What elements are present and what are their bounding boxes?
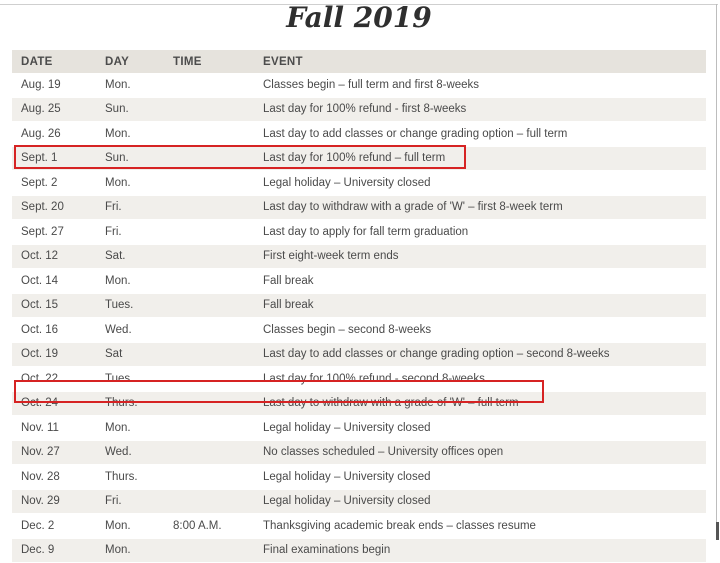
table-row <box>12 342 706 367</box>
table-row <box>12 489 706 514</box>
cell-time <box>164 367 254 392</box>
table-row <box>12 73 706 97</box>
cell-event: Last day to add classes or change grading option – second 8-weeks <box>254 342 706 367</box>
cell-date: Oct. 16 <box>12 318 96 343</box>
cell-time <box>164 416 254 441</box>
cell-day: Thurs. <box>96 465 164 490</box>
cell-day: Fri. <box>96 195 164 220</box>
cell-date: Oct. 22 <box>12 367 96 392</box>
cell-time <box>164 342 254 367</box>
cell-event: Last day to withdraw with a grade of 'W' – full term <box>254 391 706 416</box>
cell-time <box>164 318 254 343</box>
cell-event: Fall break <box>254 293 706 318</box>
cell-day: Wed. <box>96 318 164 343</box>
cell-date: Sept. 2 <box>12 171 96 196</box>
cell-day: Fri. <box>96 220 164 245</box>
column-header-time: TIME <box>164 50 254 73</box>
cell-event: Last day to apply for fall term graduation <box>254 220 706 245</box>
academic-calendar-table <box>12 50 706 563</box>
column-header-day: DAY <box>96 50 164 73</box>
table-row <box>12 244 706 269</box>
cell-event: Last day for 100% refund - first 8-weeks <box>254 97 706 122</box>
table-row <box>12 465 706 490</box>
cell-event: Fall break <box>254 269 706 294</box>
cell-date: Dec. 9 <box>12 538 96 563</box>
cell-date: Nov. 29 <box>12 489 96 514</box>
cell-date: Oct. 24 <box>12 391 96 416</box>
cell-date: Oct. 19 <box>12 342 96 367</box>
cell-day: Mon. <box>96 416 164 441</box>
cell-time <box>164 391 254 416</box>
cell-date: Dec. 2 <box>12 514 96 539</box>
cell-time <box>164 293 254 318</box>
cell-date: Aug. 19 <box>12 73 96 97</box>
cell-day: Wed. <box>96 440 164 465</box>
table-header-row <box>12 50 706 73</box>
cell-day: Mon. <box>96 171 164 196</box>
cell-event: Legal holiday – University closed <box>254 171 706 196</box>
cell-event: Legal holiday – University closed <box>254 465 706 490</box>
page-title: Fall 2019 <box>286 1 432 34</box>
cell-event: Thanksgiving academic break ends – classes resume <box>254 514 706 539</box>
column-header-date: DATE <box>12 50 96 73</box>
table-row <box>12 195 706 220</box>
cell-time <box>164 269 254 294</box>
cell-event: First eight-week term ends <box>254 244 706 269</box>
cell-event: No classes scheduled – University offices open <box>254 440 706 465</box>
table-row <box>12 538 706 563</box>
cell-event: Legal holiday – University closed <box>254 416 706 441</box>
scrollbar-thumb[interactable] <box>716 522 719 540</box>
cell-day: Tues. <box>96 293 164 318</box>
cell-date: Oct. 12 <box>12 244 96 269</box>
cell-time <box>164 538 254 563</box>
cell-day: Tues. <box>96 367 164 392</box>
table-row <box>12 269 706 294</box>
cell-day: Sat. <box>96 244 164 269</box>
table-row <box>12 391 706 416</box>
table-row <box>12 367 706 392</box>
cell-time <box>164 97 254 122</box>
table-row <box>12 514 706 539</box>
table-row <box>12 318 706 343</box>
cell-time <box>164 244 254 269</box>
table-row <box>12 293 706 318</box>
cell-event: Legal holiday – University closed <box>254 489 706 514</box>
table-row <box>12 122 706 147</box>
cell-time <box>164 220 254 245</box>
cell-event: Last day to withdraw with a grade of 'W' – first 8-week term <box>254 195 706 220</box>
cell-day: Mon. <box>96 538 164 563</box>
cell-date: Aug. 25 <box>12 97 96 122</box>
cell-date: Oct. 15 <box>12 293 96 318</box>
cell-time <box>164 146 254 171</box>
cell-date: Nov. 28 <box>12 465 96 490</box>
cell-date: Sept. 27 <box>12 220 96 245</box>
cell-date: Oct. 14 <box>12 269 96 294</box>
cell-event: Classes begin – second 8-weeks <box>254 318 706 343</box>
cell-event: Final examinations begin <box>254 538 706 563</box>
table-row <box>12 97 706 122</box>
cell-day: Thurs. <box>96 391 164 416</box>
cell-date: Aug. 26 <box>12 122 96 147</box>
cell-date: Sept. 1 <box>12 146 96 171</box>
column-header-event: EVENT <box>254 50 706 73</box>
cell-date: Nov. 11 <box>12 416 96 441</box>
cell-day: Mon. <box>96 122 164 147</box>
cell-date: Nov. 27 <box>12 440 96 465</box>
cell-day: Mon. <box>96 514 164 539</box>
cell-event: Last day for 100% refund – full term <box>254 146 706 171</box>
cell-day: Fri. <box>96 489 164 514</box>
cell-day: Sat <box>96 342 164 367</box>
cell-time <box>164 171 254 196</box>
cell-day: Sun. <box>96 97 164 122</box>
cell-time <box>164 73 254 97</box>
cell-time <box>164 465 254 490</box>
cell-time <box>164 489 254 514</box>
cell-day: Mon. <box>96 269 164 294</box>
cell-time: 8:00 A.M. <box>164 514 254 539</box>
cell-time <box>164 122 254 147</box>
table-row <box>12 440 706 465</box>
cell-day: Sun. <box>96 146 164 171</box>
table-row <box>12 220 706 245</box>
table-body <box>12 73 706 563</box>
cell-day: Mon. <box>96 73 164 97</box>
cell-date: Sept. 20 <box>12 195 96 220</box>
table-row <box>12 146 706 171</box>
cell-event: Last day for 100% refund - second 8-weeks <box>254 367 706 392</box>
cell-time <box>164 440 254 465</box>
cell-event: Classes begin – full term and first 8-weeks <box>254 73 706 97</box>
cell-event: Last day to add classes or change grading option – full term <box>254 122 706 147</box>
table-row <box>12 416 706 441</box>
cell-time <box>164 195 254 220</box>
right-divider <box>716 4 717 540</box>
table-row <box>12 171 706 196</box>
